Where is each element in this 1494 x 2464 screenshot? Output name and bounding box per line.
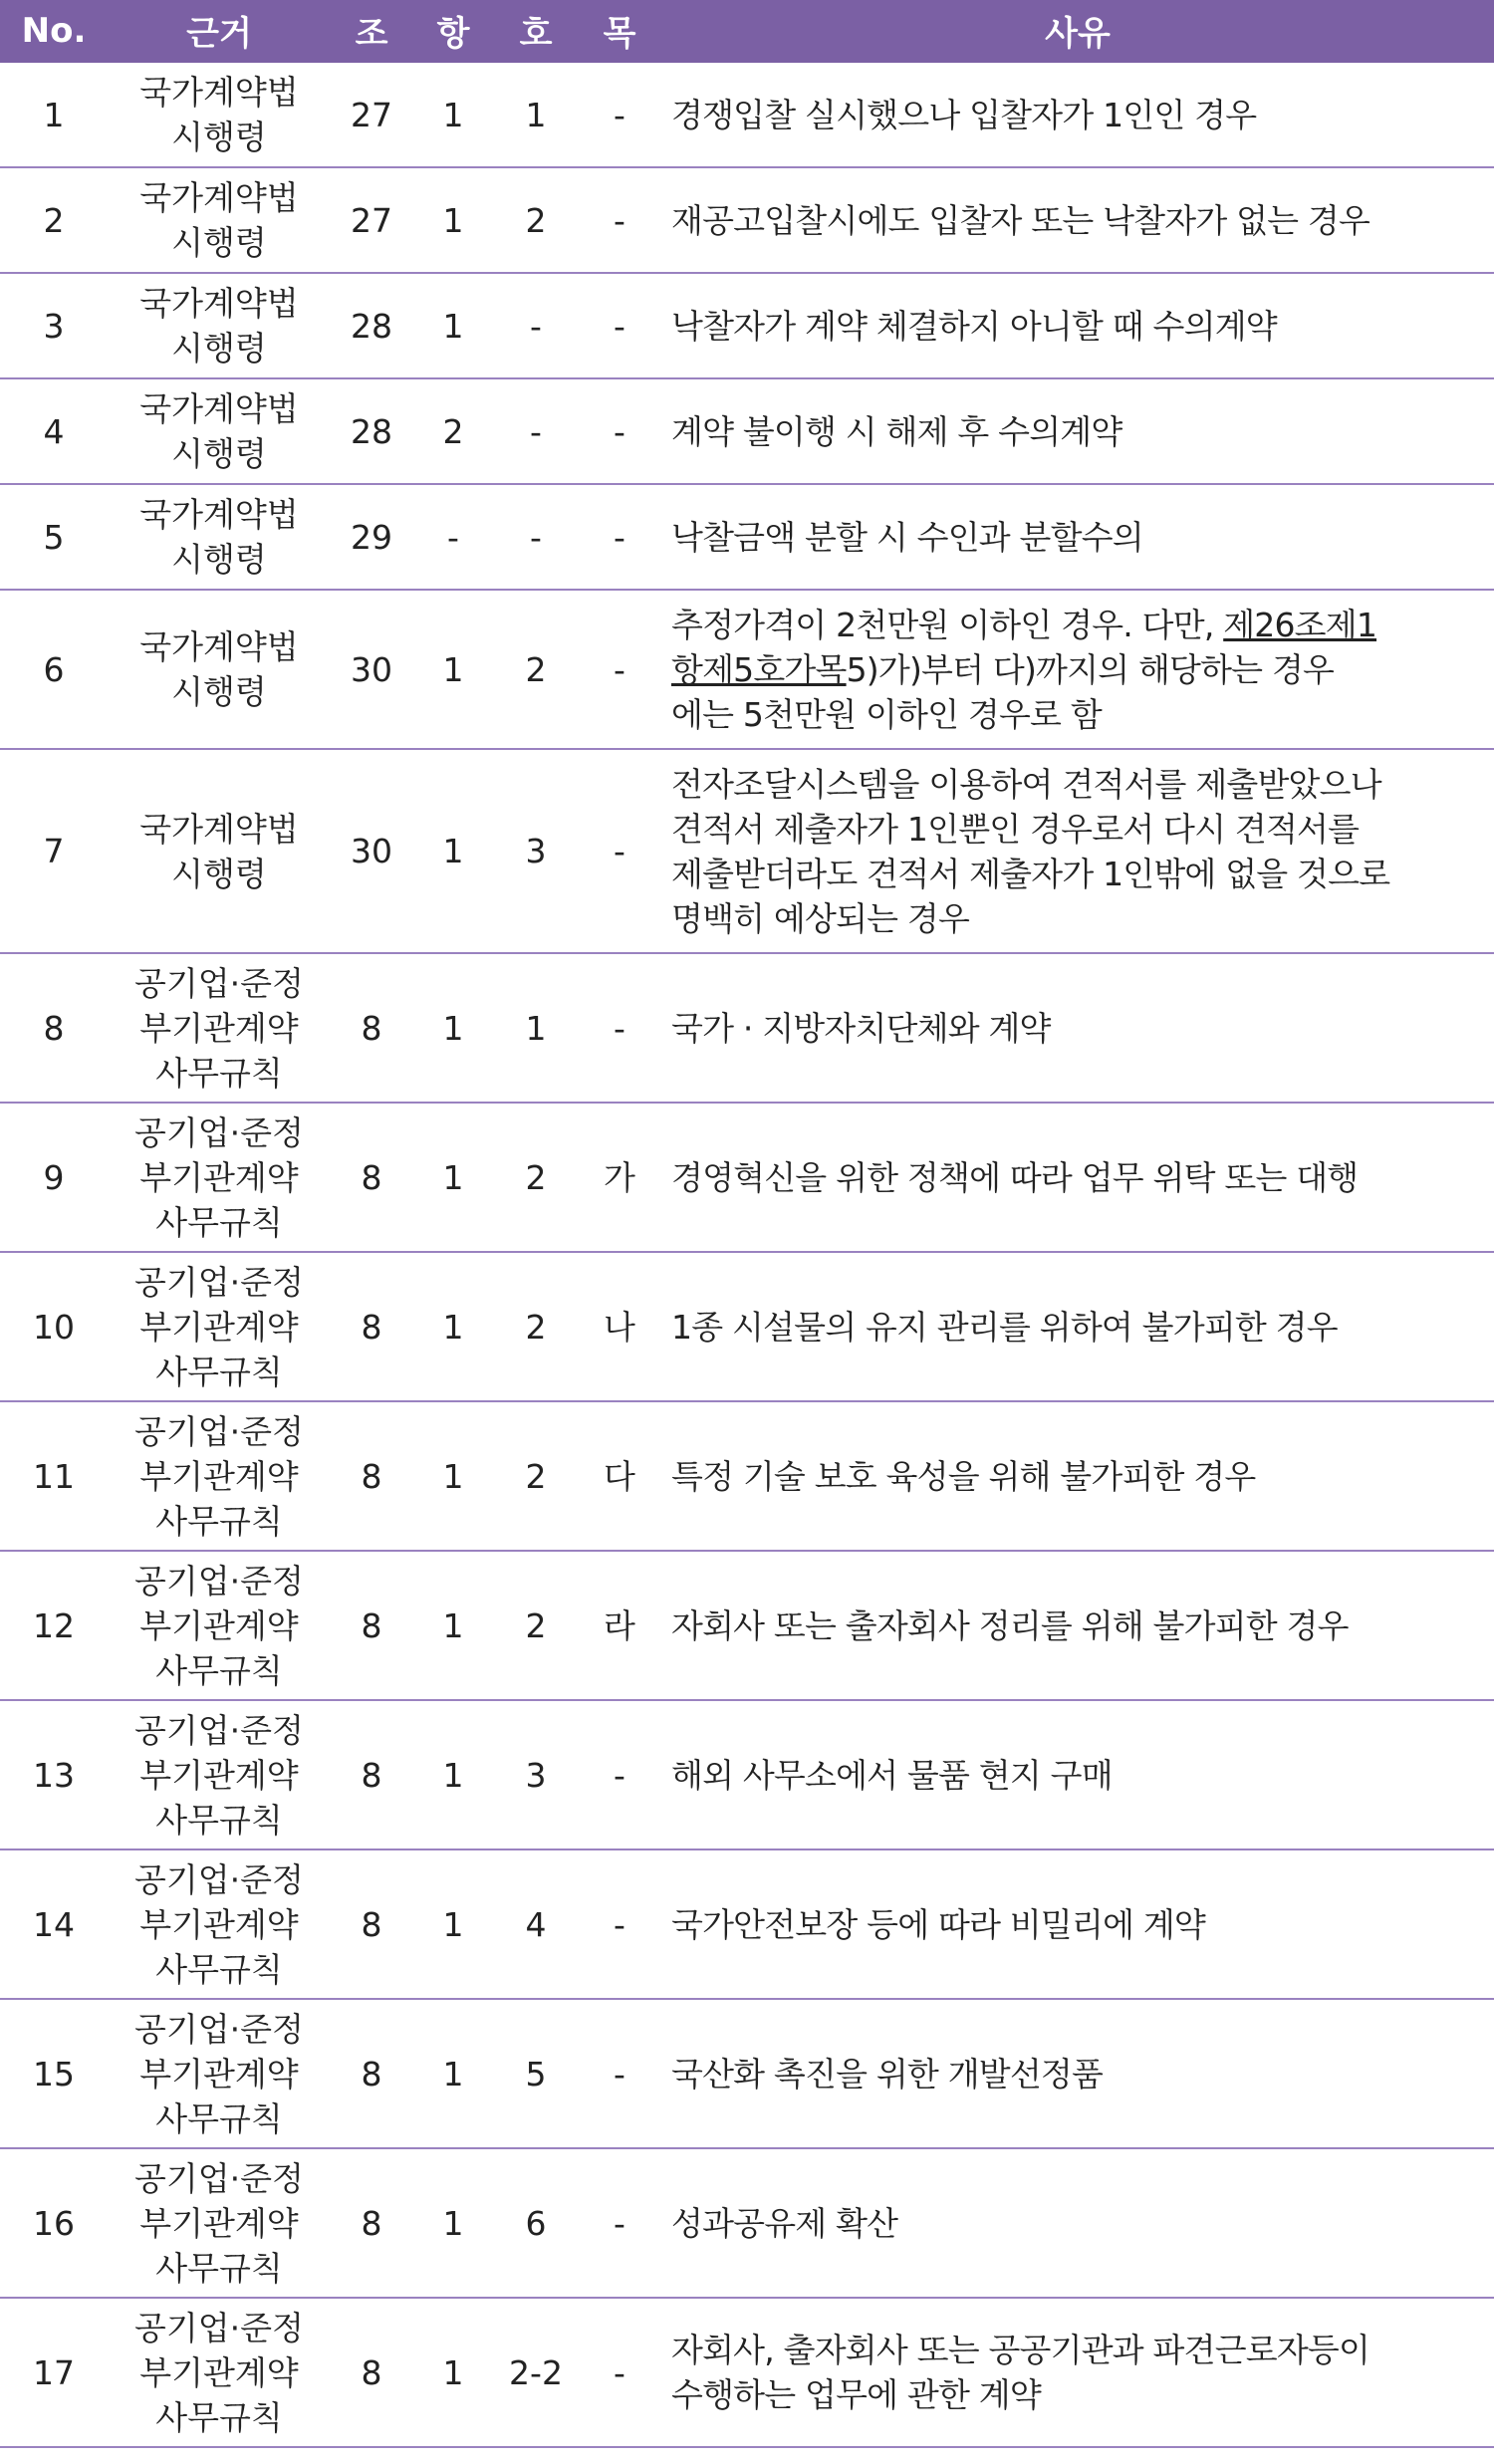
- reason-line: [671, 647, 1490, 692]
- item-cell: 다: [578, 1401, 661, 1551]
- reason-line: [671, 1753, 1490, 1798]
- legal-basis-cell: [108, 62, 331, 167]
- row-number: 9: [0, 1103, 108, 1252]
- legal-basis-line: 부기관계약: [139, 1456, 299, 1496]
- legal-basis-line: 시행령: [171, 672, 267, 711]
- legal-basis-cell: [108, 2298, 331, 2447]
- item-cell: -: [578, 1999, 661, 2148]
- subparagraph-cell: 6: [494, 2148, 578, 2298]
- row-number: 3: [0, 273, 108, 378]
- subparagraph-cell: 5: [494, 1999, 578, 2148]
- legal-basis-line: 국가계약법: [139, 627, 299, 666]
- legal-basis-line: 사무규칙: [155, 1202, 283, 1242]
- row-number: 13: [0, 1700, 108, 1849]
- paragraph-cell: 1: [412, 1551, 494, 1700]
- legal-basis-cell: [108, 484, 331, 590]
- reason-cell: [661, 1551, 1494, 1700]
- legal-basis-line: 사무규칙: [155, 2098, 283, 2138]
- header-no: No.: [0, 0, 108, 62]
- header-article: 조: [331, 0, 412, 62]
- header-reason: 사유: [661, 0, 1494, 62]
- reason-cell: [661, 62, 1494, 167]
- legal-basis-line: 사무규칙: [155, 2248, 283, 2288]
- subparagraph-cell: 2: [494, 590, 578, 749]
- reason-line: [671, 409, 1490, 454]
- table-row: [0, 1849, 1494, 1999]
- reason-text: 자회사, 출자회사 또는 공공기관과 파견근로자등이: [671, 2331, 1370, 2369]
- paragraph-cell: 1: [412, 953, 494, 1103]
- table-row: [0, 1551, 1494, 1700]
- legal-basis-cell: [108, 167, 331, 273]
- header-basis: 근거: [108, 0, 331, 62]
- paragraph-cell: 1: [412, 1999, 494, 2148]
- legal-basis-line: 공기업·준정: [134, 2009, 304, 2049]
- table-body: [0, 62, 1494, 2447]
- paragraph-cell: 1: [412, 62, 494, 167]
- reason-line: [671, 2052, 1490, 2096]
- subparagraph-cell: -: [494, 273, 578, 378]
- subparagraph-cell: 1: [494, 953, 578, 1103]
- table-row: [0, 953, 1494, 1103]
- reason-line: [671, 1305, 1490, 1350]
- legal-basis-line: 공기업·준정: [134, 2308, 304, 2347]
- legal-basis-line: 사무규칙: [155, 1352, 283, 1391]
- legal-basis-cell: [108, 1849, 331, 1999]
- reason-cell: [661, 1849, 1494, 1999]
- legal-basis-line: 사무규칙: [155, 2397, 283, 2437]
- subparagraph-cell: 3: [494, 749, 578, 953]
- reason-line: [671, 2328, 1490, 2372]
- legal-basis-cell: [108, 1999, 331, 2148]
- table-row: [0, 1103, 1494, 1252]
- row-number: 12: [0, 1551, 108, 1700]
- table-row: [0, 749, 1494, 953]
- reason-line: [671, 852, 1490, 896]
- legal-basis-line: 부기관계약: [139, 1008, 299, 1048]
- reason-cell: [661, 2148, 1494, 2298]
- reason-text: 성과공유제 확산: [671, 2203, 898, 2243]
- subparagraph-cell: 2: [494, 1551, 578, 1700]
- article-cell: 28: [331, 273, 412, 378]
- subparagraph-cell: 4: [494, 1849, 578, 1999]
- header-subparagraph: 호: [494, 0, 578, 62]
- reason-line: [671, 762, 1490, 807]
- reason-cell: [661, 167, 1494, 273]
- row-number: 1: [0, 62, 108, 167]
- reason-text: 제출받더라도 견적서 제출자가 1인밖에 없을 것으로: [671, 854, 1390, 893]
- legal-basis-line: 공기업·준정: [134, 1112, 304, 1152]
- row-number: 5: [0, 484, 108, 590]
- row-number: 17: [0, 2298, 108, 2447]
- reason-text: 추정가격이 2천만원 이하인 경우. 다만,: [671, 605, 1224, 644]
- reason-cell: [661, 749, 1494, 953]
- legal-basis-line: 사무규칙: [155, 1053, 283, 1093]
- reason-text: 명백히 예상되는 경우: [671, 898, 970, 938]
- legal-basis-line: 사무규칙: [155, 1650, 283, 1690]
- legal-basis-line: 공기업·준정: [134, 1262, 304, 1302]
- reason-cell: [661, 2298, 1494, 2447]
- legal-basis-line: 부기관계약: [139, 1157, 299, 1197]
- item-cell: -: [578, 1700, 661, 1849]
- legal-basis-line: 공기업·준정: [134, 963, 304, 1003]
- legal-basis-line: 시행령: [171, 223, 267, 262]
- reason-text: 낙찰자가 계약 체결하지 아니할 때 수의계약: [671, 306, 1277, 346]
- article-cell: 8: [331, 1551, 412, 1700]
- legal-basis-line: 국가계약법: [139, 809, 299, 849]
- row-number: 16: [0, 2148, 108, 2298]
- legal-basis-cell: [108, 749, 331, 953]
- legal-basis-line: 공기업·준정: [134, 1561, 304, 1601]
- row-number: 14: [0, 1849, 108, 1999]
- article-cell: 27: [331, 62, 412, 167]
- table-row: [0, 1401, 1494, 1551]
- table-row: [0, 1999, 1494, 2148]
- subparagraph-cell: -: [494, 484, 578, 590]
- legal-basis-line: 국가계약법: [139, 284, 299, 323]
- subparagraph-cell: 3: [494, 1700, 578, 1849]
- legal-basis-cell: [108, 590, 331, 749]
- table-row: [0, 484, 1494, 590]
- paragraph-cell: 2: [412, 378, 494, 484]
- legal-basis-line: 국가계약법: [139, 495, 299, 534]
- legal-basis-line: 시행령: [171, 540, 267, 579]
- table-row: [0, 273, 1494, 378]
- reason-cell: [661, 1401, 1494, 1551]
- reason-cell: [661, 953, 1494, 1103]
- legal-basis-cell: [108, 2148, 331, 2298]
- header-paragraph: 항: [412, 0, 494, 62]
- article-cell: 27: [331, 167, 412, 273]
- reason-text: 에는 5천만원 이하인 경우로 함: [671, 694, 1102, 734]
- paragraph-cell: 1: [412, 1103, 494, 1252]
- item-cell: -: [578, 2298, 661, 2447]
- legal-basis-line: 부기관계약: [139, 1755, 299, 1795]
- reason-text: 재공고입찰시에도 입찰자 또는 낙찰자가 없는 경우: [671, 200, 1370, 240]
- table-row: [0, 1700, 1494, 1849]
- row-number: 11: [0, 1401, 108, 1551]
- article-cell: 8: [331, 1401, 412, 1551]
- subparagraph-cell: -: [494, 378, 578, 484]
- row-number: 8: [0, 953, 108, 1103]
- item-cell: 가: [578, 1103, 661, 1252]
- table-row: [0, 2298, 1494, 2447]
- legal-basis-cell: [108, 953, 331, 1103]
- article-cell: 8: [331, 1252, 412, 1401]
- item-cell: -: [578, 1849, 661, 1999]
- legal-basis-line: 부기관계약: [139, 1904, 299, 1944]
- article-cell: 8: [331, 2148, 412, 2298]
- row-number: 4: [0, 378, 108, 484]
- table-row: [0, 378, 1494, 484]
- legal-basis-line: 시행령: [171, 854, 267, 893]
- item-cell: -: [578, 167, 661, 273]
- legal-basis-line: 사무규칙: [155, 1800, 283, 1840]
- reason-line: [671, 2201, 1490, 2246]
- reason-line: [671, 603, 1490, 647]
- subparagraph-cell: 2: [494, 1103, 578, 1252]
- legal-basis-cell: [108, 1252, 331, 1401]
- legal-basis-line: 부기관계약: [139, 1307, 299, 1347]
- reason-text: 경영혁신을 위한 정책에 따라 업무 위탁 또는 대행: [671, 1157, 1359, 1197]
- reason-text: 전자조달시스템을 이용하여 견적서를 제출받았으나: [671, 764, 1381, 804]
- paragraph-cell: 1: [412, 1401, 494, 1551]
- article-cell: 8: [331, 1700, 412, 1849]
- reason-text: 국가 · 지방자치단체와 계약: [671, 1008, 1051, 1048]
- paragraph-cell: 1: [412, 1252, 494, 1401]
- reason-line: [671, 692, 1490, 737]
- legal-basis-line: 시행령: [171, 434, 267, 473]
- subparagraph-cell: 1: [494, 62, 578, 167]
- reason-text: 1종 시설물의 유지 관리를 위하여 불가피한 경우: [671, 1307, 1338, 1347]
- row-number: 6: [0, 590, 108, 749]
- statute-reference-link: 항제5호가목: [671, 649, 847, 689]
- paragraph-cell: 1: [412, 1849, 494, 1999]
- reason-line: [671, 1454, 1490, 1499]
- legal-basis-cell: [108, 378, 331, 484]
- legal-basis-line: 공기업·준정: [134, 1859, 304, 1899]
- reason-text: 5)가)부터 다)까지의 해당하는 경우: [846, 649, 1335, 689]
- paragraph-cell: -: [412, 484, 494, 590]
- table-row: [0, 62, 1494, 167]
- table-row: [0, 1252, 1494, 1401]
- reason-text: 해외 사무소에서 물품 현지 구매: [671, 1755, 1113, 1795]
- legal-basis-line: 공기업·준정: [134, 1411, 304, 1451]
- reason-cell: [661, 1999, 1494, 2148]
- reason-line: [671, 1603, 1490, 1648]
- legal-basis-cell: [108, 1401, 331, 1551]
- row-number: 7: [0, 749, 108, 953]
- legal-basis-line: 사무규칙: [155, 1501, 283, 1541]
- reason-cell: [661, 1700, 1494, 1849]
- row-number: 2: [0, 167, 108, 273]
- item-cell: 나: [578, 1252, 661, 1401]
- item-cell: -: [578, 2148, 661, 2298]
- legal-basis-line: 부기관계약: [139, 1605, 299, 1645]
- legal-basis-line: 부기관계약: [139, 2352, 299, 2392]
- legal-basis-line: 시행령: [171, 118, 267, 156]
- legal-basis-line: 부기관계약: [139, 2203, 299, 2243]
- article-cell: 29: [331, 484, 412, 590]
- reason-cell: [661, 1252, 1494, 1401]
- legal-basis-line: 국가계약법: [139, 73, 299, 112]
- legal-basis-line: 공기업·준정: [134, 1710, 304, 1750]
- reason-text: 국가안전보장 등에 따라 비밀리에 계약: [671, 1904, 1206, 1944]
- row-number: 15: [0, 1999, 108, 2148]
- article-cell: 30: [331, 749, 412, 953]
- reason-cell: [661, 273, 1494, 378]
- article-cell: 8: [331, 2298, 412, 2447]
- legal-basis-cell: [108, 1103, 331, 1252]
- legal-basis-line: 국가계약법: [139, 389, 299, 428]
- subparagraph-cell: 2: [494, 1252, 578, 1401]
- legal-basis-line: 공기업·준정: [134, 2158, 304, 2198]
- item-cell: -: [578, 484, 661, 590]
- reason-line: [671, 93, 1490, 137]
- item-cell: -: [578, 590, 661, 749]
- reason-cell: [661, 484, 1494, 590]
- table-row: [0, 167, 1494, 273]
- row-number: 10: [0, 1252, 108, 1401]
- reason-text: 자회사 또는 출자회사 정리를 위해 불가피한 경우: [671, 1605, 1349, 1645]
- reason-line: [671, 515, 1490, 560]
- legal-basis-line: 국가계약법: [139, 178, 299, 217]
- reason-cell: [661, 378, 1494, 484]
- reason-line: [671, 1006, 1490, 1051]
- header-row: [0, 0, 1494, 62]
- article-cell: 30: [331, 590, 412, 749]
- article-cell: 8: [331, 1849, 412, 1999]
- subparagraph-cell: 2: [494, 167, 578, 273]
- paragraph-cell: 1: [412, 1700, 494, 1849]
- paragraph-cell: 1: [412, 273, 494, 378]
- reason-cell: [661, 1103, 1494, 1252]
- item-cell: -: [578, 749, 661, 953]
- subparagraph-cell: 2-2: [494, 2298, 578, 2447]
- legal-basis-cell: [108, 1551, 331, 1700]
- reason-line: [671, 1155, 1490, 1200]
- reason-line: [671, 304, 1490, 349]
- reason-text: 경쟁입찰 실시했으나 입찰자가 1인인 경우: [671, 95, 1257, 134]
- legal-basis-cell: [108, 273, 331, 378]
- legal-basis-line: 부기관계약: [139, 2054, 299, 2094]
- reason-line: [671, 896, 1490, 941]
- item-cell: -: [578, 953, 661, 1103]
- reason-text: 낙찰금액 분할 시 수인과 분할수의: [671, 517, 1143, 557]
- article-cell: 28: [331, 378, 412, 484]
- item-cell: -: [578, 62, 661, 167]
- statute-reference-link: 제26조제1: [1223, 605, 1377, 644]
- legal-basis-cell: [108, 1700, 331, 1849]
- legal-basis-line: 사무규칙: [155, 1949, 283, 1989]
- reason-text: 견적서 제출자가 1인뿐인 경우로서 다시 견적서를: [671, 809, 1360, 849]
- reason-text: 국산화 촉진을 위한 개발선정품: [671, 2054, 1104, 2094]
- legal-basis-line: 시행령: [171, 329, 267, 368]
- table-row: [0, 590, 1494, 749]
- item-cell: -: [578, 378, 661, 484]
- item-cell: -: [578, 273, 661, 378]
- paragraph-cell: 1: [412, 2148, 494, 2298]
- reason-line: [671, 807, 1490, 852]
- item-cell: 라: [578, 1551, 661, 1700]
- reason-text: 특정 기술 보호 육성을 위해 불가피한 경우: [671, 1456, 1256, 1496]
- subparagraph-cell: 2: [494, 1401, 578, 1551]
- paragraph-cell: 1: [412, 2298, 494, 2447]
- reason-line: [671, 198, 1490, 243]
- table-row: [0, 2148, 1494, 2298]
- paragraph-cell: 1: [412, 590, 494, 749]
- reason-line: [671, 2372, 1490, 2417]
- article-cell: 8: [331, 1103, 412, 1252]
- paragraph-cell: 1: [412, 749, 494, 953]
- article-cell: 8: [331, 953, 412, 1103]
- article-cell: 8: [331, 1999, 412, 2148]
- reason-text: 수행하는 업무에 관한 계약: [671, 2375, 1041, 2414]
- reason-text: 계약 불이행 시 해제 후 수의계약: [671, 411, 1122, 451]
- paragraph-cell: 1: [412, 167, 494, 273]
- header-item: 목: [578, 0, 661, 62]
- reason-line: [671, 1902, 1490, 1947]
- reason-cell: [661, 590, 1494, 749]
